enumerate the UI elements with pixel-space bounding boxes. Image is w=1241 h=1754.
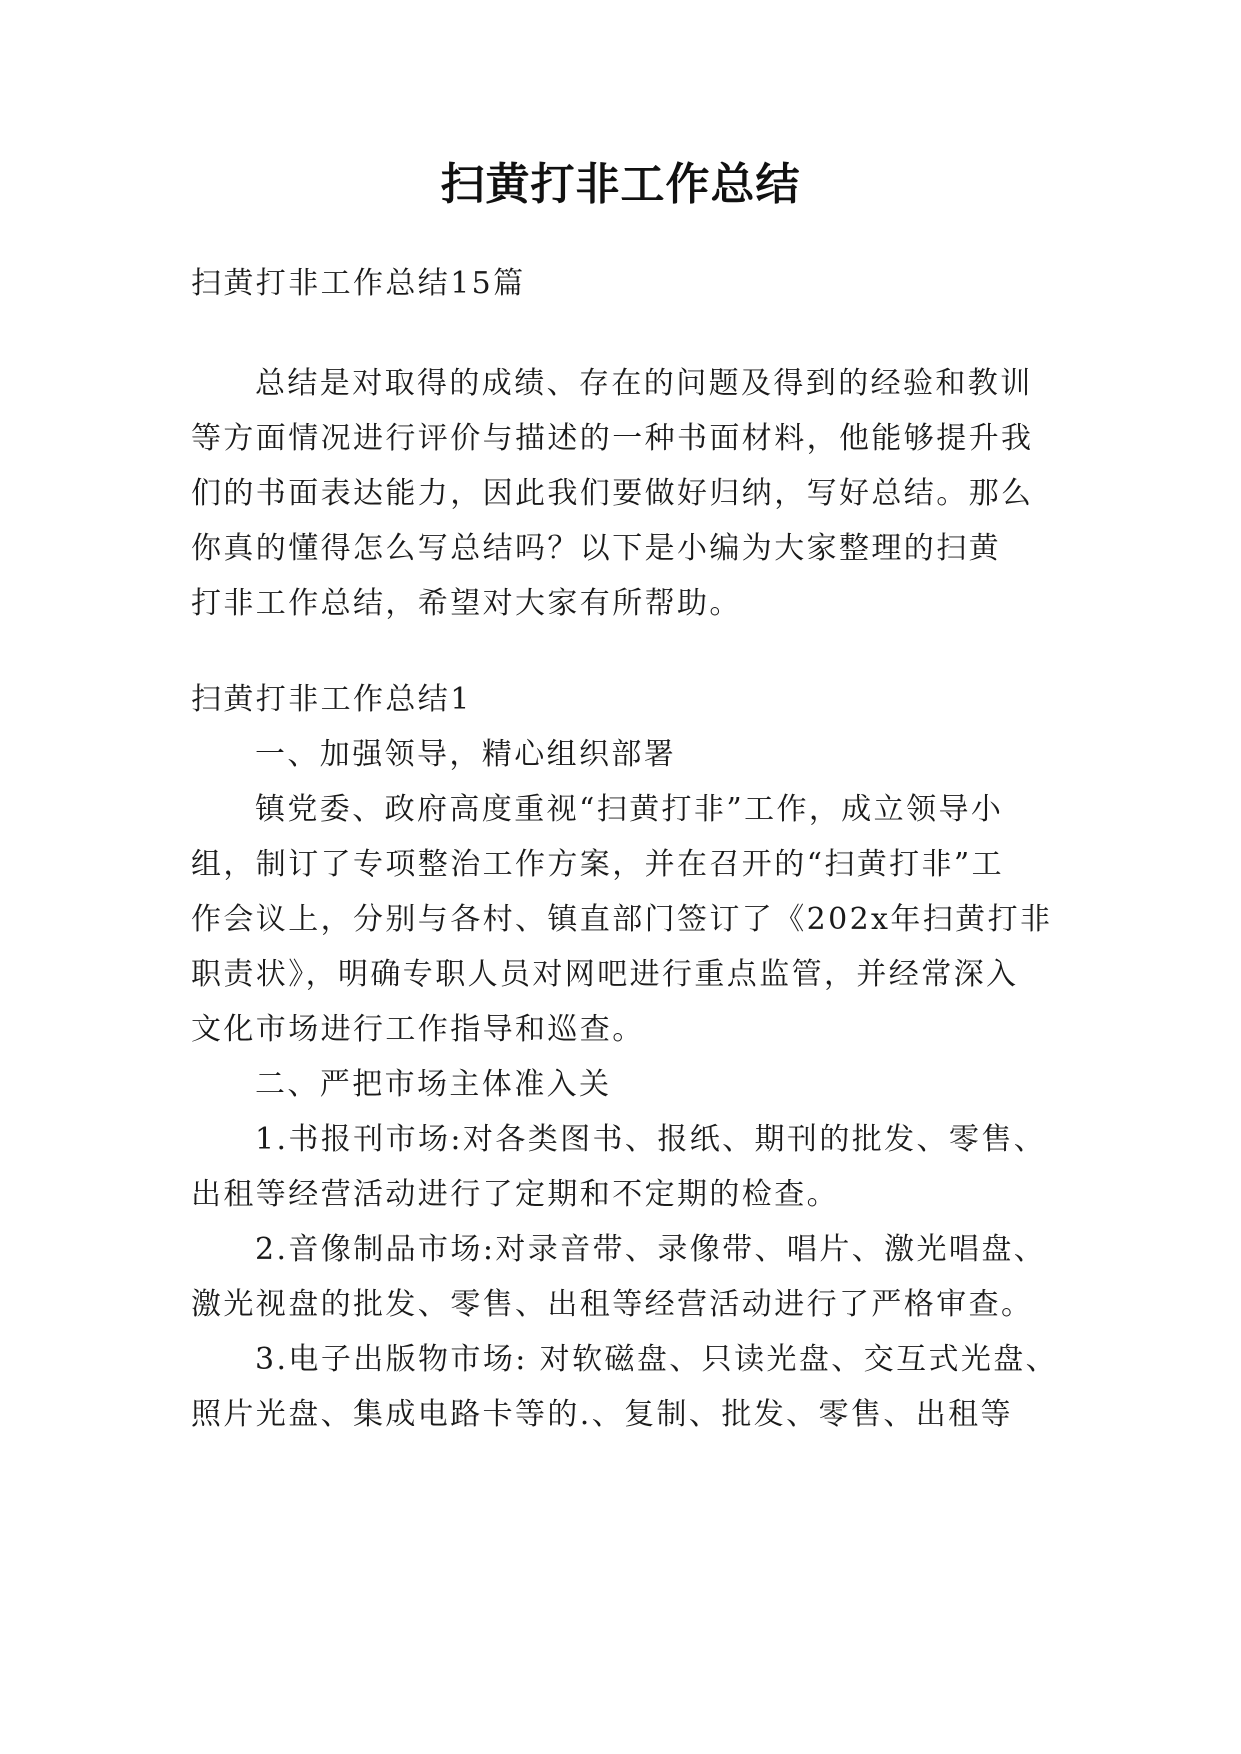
point2-heading: 二、严把市场主体准入关 <box>255 1067 612 1102</box>
point1-line-1: 镇党委、政府高度重视“扫黄打非”工作，成立领导小 <box>255 792 1004 827</box>
intro-line-3: 们的书面表达能力，因此我们要做好归纳，写好总结。那么 <box>191 476 1034 511</box>
document-title: 扫黄打非工作总结 <box>440 159 801 210</box>
intro-line-4: 你真的懂得怎么写总结吗？以下是小编为大家整理的扫黄 <box>191 531 1001 566</box>
point1-line-2: 组，制订了专项整治工作方案，并在召开的“扫黄打非”工 <box>191 847 1005 882</box>
intro-line-5: 打非工作总结，希望对大家有所帮助。 <box>191 586 742 621</box>
point1-line-4: 职责状》，明确专职人员对网吧进行重点监管，并经常深入 <box>191 957 1019 992</box>
item1-line-1: 1.书报刊市场:对各类图书、报纸、期刊的批发、零售、 <box>255 1122 1047 1157</box>
item3-line-2: 照片光盘、集成电路卡等的.、复制、批发、零售、出租等 <box>191 1397 1013 1432</box>
point1-line-3: 作会议上，分别与各村、镇直部门签订了《202x年扫黄打非 <box>191 902 1053 937</box>
item2-line-2: 激光视盘的批发、零售、出租等经营活动进行了严格审查。 <box>191 1287 1034 1322</box>
section-heading: 扫黄打非工作总结1 <box>191 682 472 717</box>
point1-heading: 一、加强领导，精心组织部署 <box>255 737 677 772</box>
intro-line-2: 等方面情况进行评价与描述的一种书面材料，他能够提升我 <box>191 421 1034 456</box>
item1-line-2: 出租等经营活动进行了定期和不定期的检查。 <box>191 1177 839 1212</box>
point1-line-5: 文化市场进行工作指导和巡查。 <box>191 1012 645 1047</box>
document-subtitle: 扫黄打非工作总结15篇 <box>191 266 526 301</box>
intro-line-1: 总结是对取得的成绩、存在的问题及得到的经验和教训 <box>255 366 1033 401</box>
item2-line-1: 2.音像制品市场:对录音带、录像带、唱片、激光唱盘、 <box>255 1232 1047 1267</box>
item3-line-1: 3.电子出版物市场: 对软磁盘、只读光盘、交互式光盘、 <box>255 1342 1059 1377</box>
